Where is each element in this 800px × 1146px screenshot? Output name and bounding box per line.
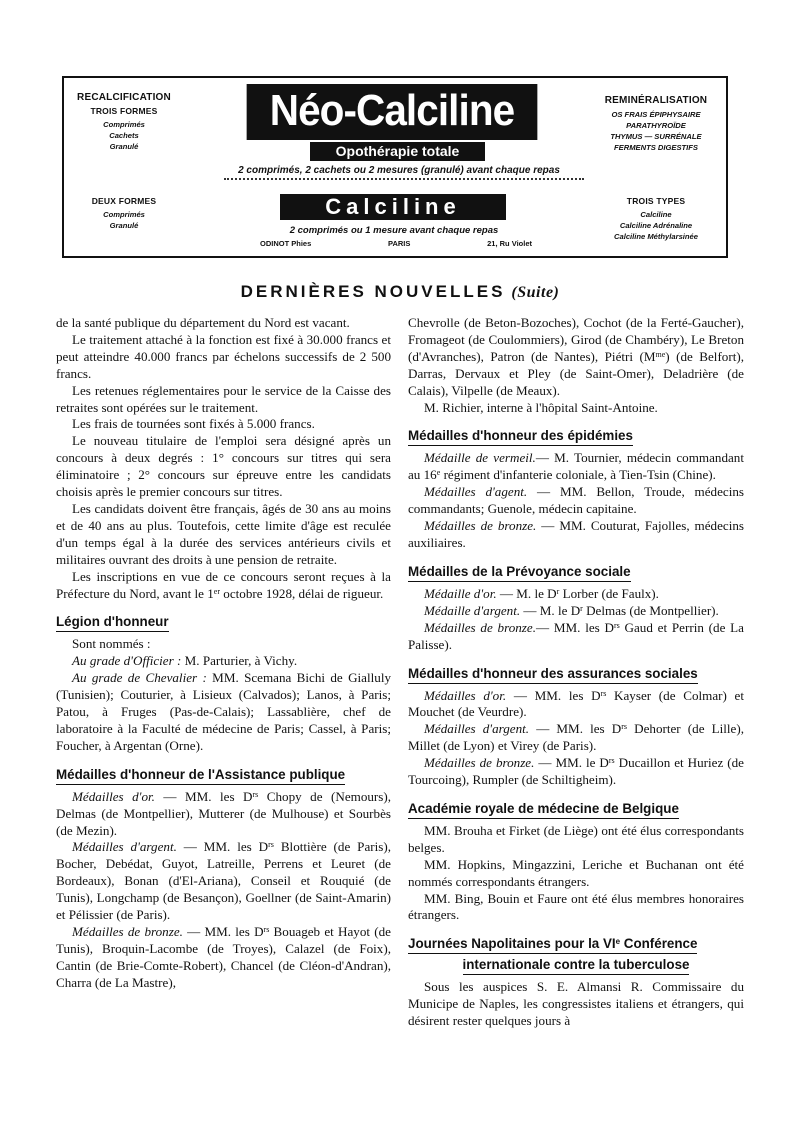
paragraph: Médailles de bronze. — MM. le $D^{rs}$ Ducaillon et Huriez (de Tourcoing), Rumpler (de Schiltigheim). bbox=[408, 755, 744, 788]
ad-line: PARATHYROÏDE bbox=[626, 121, 686, 130]
ad-heading: DEUX FORMES bbox=[91, 196, 157, 206]
column-right bbox=[408, 315, 744, 1030]
ad-line: FERMENTS DIGESTIFS bbox=[614, 143, 698, 152]
paragraph: Le nouveau titulaire de l'emploi sera désigné après un concours à deux degrés : 1° concours sur titres qui sera éliminatoire ; 2° concours sur épreuve entre les candidats choisis après le premier concours sur titres. bbox=[56, 433, 391, 500]
paragraph: Médailles d'argent. — MM. les $D^{rs}$ Dehorter (de Lille), Millet (de Lyon) et Virey (de Paris). bbox=[408, 721, 744, 754]
heading-journees: Journées Napolitaines pour la VIe Conférence bbox=[408, 935, 697, 954]
paragraph: Médailles de bronze. — MM. Couturat, Fajolles, médecins auxiliaires. bbox=[408, 518, 744, 550]
ad-heading: TROIS TYPES bbox=[626, 196, 686, 206]
paragraph: Les candidats doivent être français, âgés de 30 ans au moins et de 40 ans au plus. Toutefois, cette limite d'âge est reculée d'un temps égal à la durée des services antérieurs civils et militaires ouvrant des droits à une pension de retraite. bbox=[56, 500, 391, 567]
ad-line: OS FRAIS ÉPIPHYSAIRE bbox=[611, 110, 701, 119]
paragraph: Médailles d'or. — MM. les $D^{rs}$ Kayser (de Colmar) et Mouchet (de Veurdre). bbox=[408, 687, 744, 720]
paragraph: Médailles d'argent. — MM. les $D^{rs}$ Blottière (de Paris), Bocher, Debédat, Guyot, Latreille, Perrens et Leuret (de Bordeaux), Bonan (d'El-Ariana), Conseil et Rouquié (de Tunis), Longchamp (de Besançon), Goellner (de Saint-Amarin) et Pélissier (de Paris). bbox=[56, 839, 391, 923]
paragraph: Médaille d'argent. — M. le $D^r$ Delmas (de Montpellier). bbox=[424, 602, 719, 618]
paragraph: Médailles d'or. — MM. les $D^{rs}$ Chopy de (Nemours), Delmas (de Montpellier), Mutterer (de Mulhouse) et Sourbès (de Mezin). bbox=[56, 788, 392, 838]
section-suite: (Suite) bbox=[511, 284, 560, 301]
ad-heading: RECALCIFICATION bbox=[77, 92, 171, 103]
heading-journees-line2: internationale contre la tuberculose bbox=[463, 956, 690, 975]
paragraph: Les frais de tournées sont fixés à 5.000 francs. bbox=[72, 416, 315, 432]
ad-usage: 2 comprimés ou 1 mesure avant chaque repas bbox=[289, 225, 499, 236]
ad-line: Calciline Méthylarsinée bbox=[614, 232, 698, 241]
ad-street: 21, Ru Violet bbox=[487, 239, 532, 248]
ad-brand-logo-2: Calciline bbox=[280, 194, 506, 220]
ad-subheading: TROIS FORMES bbox=[90, 106, 158, 116]
ad-line: Granulé bbox=[109, 142, 139, 151]
paragraph: Le traitement attaché à la fonction est fixé à 30.000 francs et peut atteindre 40.000 francs par échelons successifs de 2 500 francs. bbox=[56, 331, 391, 381]
ad-heading: REMINÉRALISATION bbox=[604, 95, 708, 106]
ad-line: Cachets bbox=[109, 131, 139, 140]
paragraph: M. Richier, interne à l'hôpital Saint-Antoine. bbox=[424, 399, 658, 415]
ad-right-bottom bbox=[586, 196, 726, 242]
advertisement bbox=[62, 76, 728, 258]
ad-brand-logo: Néo-Calciline bbox=[247, 84, 538, 140]
ad-line: Granulé bbox=[109, 221, 139, 230]
ad-right-top bbox=[586, 95, 726, 153]
paragraph: Au grade de Chevalier : MM. Scemana Bichi de Gialluly (Tunisien); Couturier, à Lisieux (Calvados); Lanos, à Paris; Patou, à Fruges (Pas-de-Calais); Lassablière, chef de laboratoire à la Faculté de médecine de Paris; Cassel, à Paris; Foucher, à Argentan (Orne). bbox=[56, 670, 391, 753]
paragraph: de la santé publique du département du Nord est vacant. bbox=[56, 315, 350, 330]
heading-assurances: Médailles d'honneur des assurances sociales bbox=[408, 665, 698, 684]
heading-journees-line2-wrap bbox=[408, 954, 744, 979]
paragraph: Médailles d'agent. — MM. Bellon, Troude, médecins commandants; Guenole, médecin capitaine. bbox=[408, 484, 745, 517]
paragraph: Médaille d'or. — M. le $D^r$ Lorber (de Faulx). bbox=[424, 585, 659, 601]
ad-left-bottom bbox=[64, 196, 184, 231]
column-left bbox=[56, 315, 391, 992]
heading-epidemies: Médailles d'honneur des épidémies bbox=[408, 427, 633, 446]
ad-maker: ODINOT Phies bbox=[260, 239, 312, 248]
paragraph: Médailles de bronze. — MM. les $D^{rs}$ Bouageb et Hayot (de Tunis), Broquin-Lacombe (de Troyes), Calazel (de Foix), Cantin (de Brie-Comte-Robert), Chancel (de Cléon-d'Andran), Charra (de La Mastre), bbox=[56, 924, 391, 990]
paragraph: Sont nommés : bbox=[72, 636, 151, 652]
ad-line: Comprimés bbox=[103, 210, 145, 219]
ad-divider bbox=[224, 178, 584, 180]
heading-assistance: Médailles d'honneur de l'Assistance publique bbox=[56, 766, 345, 785]
section-title bbox=[0, 282, 800, 302]
ad-usage: 2 comprimés, 2 cachets ou 2 mesures (granulé) avant chaque repas bbox=[238, 165, 560, 176]
ad-line: Calciline bbox=[640, 210, 672, 219]
ad-city: PARIS bbox=[388, 239, 411, 248]
paragraph: MM. Brouha et Firket (de Liège) ont été élus correspondants belges. bbox=[408, 822, 744, 855]
heading-academie: Académie royale de médecine de Belgique bbox=[408, 800, 679, 819]
ad-line: THYMUS — SURRÉNALE bbox=[610, 132, 702, 141]
paragraph: Au grade d'Officier : M. Parturier, à Vichy. bbox=[72, 653, 298, 669]
ad-left-top bbox=[64, 92, 184, 152]
paragraph: Les retenues réglementaires pour le service de la Caisse des retraites sont opérées sur le traitement. bbox=[56, 382, 391, 415]
section-title-text: DERNIÈRES NOUVELLES bbox=[240, 282, 506, 301]
heading-prevoyance: Médailles de la Prévoyance sociale bbox=[408, 563, 631, 582]
paragraph: Médailles de bronze.— MM. les $D^{rs}$ Gaud et Perrin (de La Palisse). bbox=[408, 619, 744, 652]
paragraph: Les inscriptions en vue de ce concours seront reçues à la Préfecture du Nord, avant le 1er octobre 1928, délai de rigueur. bbox=[56, 568, 391, 601]
ad-line: Comprimés bbox=[103, 120, 145, 129]
ad-address bbox=[260, 239, 532, 248]
paragraph: MM. Bing, Bouin et Faure ont été élus membres honoraires étrangers. bbox=[408, 890, 744, 923]
paragraph: Chevrolle (de Beton-Bozoches), Cochot (de la Ferté-Gaucher), Fromageot (de Coulommiers), Girod (de Chambéry), Le Breton (d'Avranches), Patron (de Nantes), Piétri $(M^{me})$ (de Belfort), Darras, Dervaux et Pley (de Saint-Omer), Deladrière (de Calais), Vilpelle (de Meaux). bbox=[408, 315, 744, 398]
ad-subtitle: Opothérapie totale bbox=[310, 142, 485, 161]
paragraph: Sous les auspices S. E. Almansi R. Commissaire du Municipe de Naples, les congressistes italiens et étrangers, qui désirent rester quelques jours à bbox=[408, 979, 744, 1029]
paragraph: MM. Hopkins, Mingazzini, Leriche et Buchanan ont été nommés correspondants étrangers. bbox=[408, 856, 744, 889]
ad-line: Calciline Adrénaline bbox=[619, 221, 693, 230]
heading-legion: Légion d'honneur bbox=[56, 613, 169, 632]
paragraph: Médaille de vermeil.— M. Tournier, médecin commandant au 16e régiment d'infanterie coloniale, à Tien-Tsin (Chine). bbox=[408, 450, 744, 483]
